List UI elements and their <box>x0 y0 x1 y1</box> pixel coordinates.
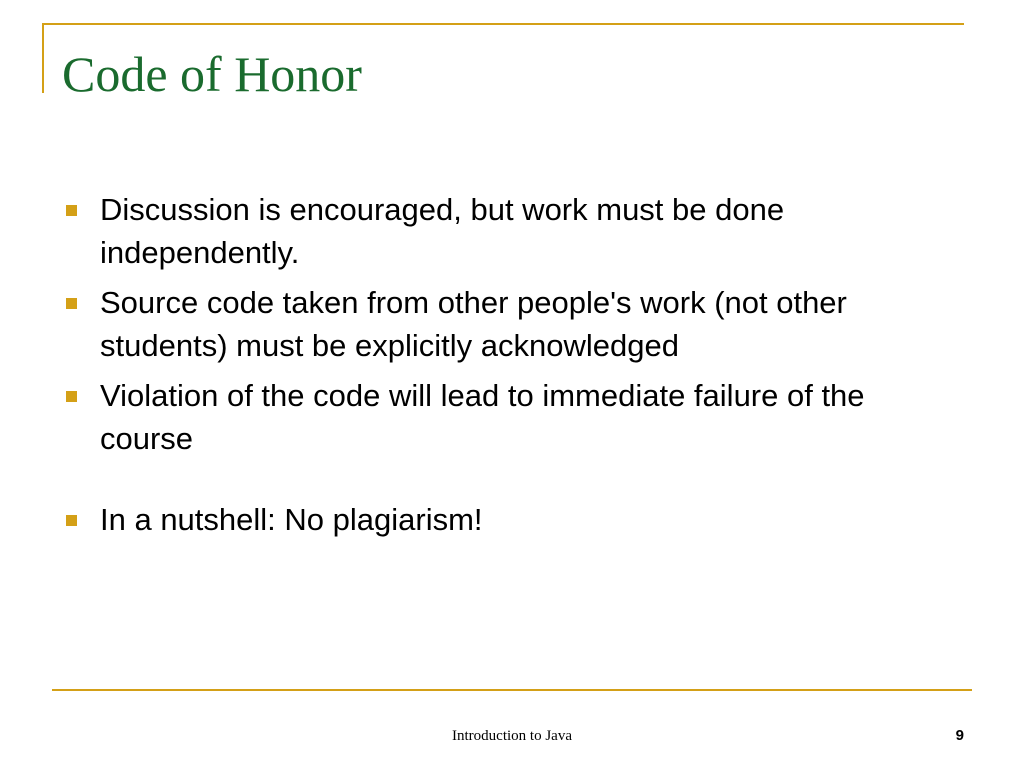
bullet-list <box>60 188 960 548</box>
bullet-item <box>60 281 960 367</box>
square-bullet-icon <box>66 298 77 309</box>
footer-rule <box>52 689 972 691</box>
page-number: 9 <box>955 727 964 744</box>
bullet-item <box>60 498 960 541</box>
square-bullet-icon <box>66 205 77 216</box>
square-bullet-icon <box>66 515 77 526</box>
title-frame-left-rule <box>42 23 44 93</box>
bullet-text: In a nutshell: No plagiarism! <box>100 502 483 537</box>
bullet-text: Source code taken from other people's work (not other students) must be explicitly acknowledged <box>100 285 847 363</box>
bullet-text: Violation of the code will lead to immediate failure of the course <box>100 378 865 456</box>
slide-title: Code of Honor <box>62 46 362 102</box>
square-bullet-icon <box>66 391 77 402</box>
title-frame-top-rule <box>42 23 964 25</box>
bullet-item <box>60 374 960 460</box>
footer-text: Introduction to Java <box>452 728 572 744</box>
bullet-text: Discussion is encouraged, but work must be done independently. <box>100 192 785 270</box>
bullet-item <box>60 188 960 274</box>
